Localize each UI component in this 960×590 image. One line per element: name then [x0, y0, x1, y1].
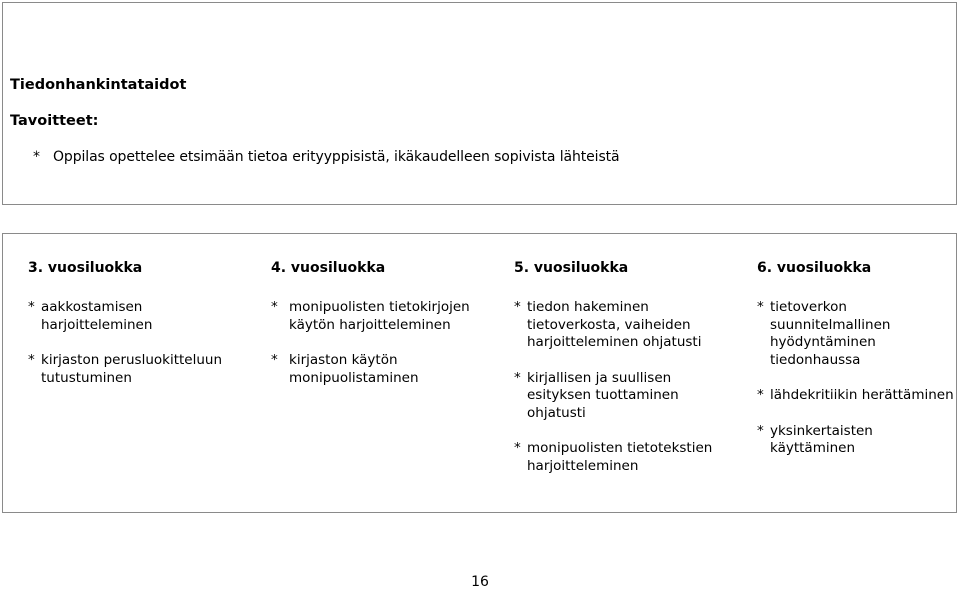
grade-title: 5. vuosiluokka: [514, 260, 629, 276]
grade-item: [28, 352, 253, 387]
grade-column-5: [514, 260, 739, 493]
bullet-star: *: [514, 440, 521, 456]
grade-item: [757, 423, 960, 458]
grade-item: [271, 299, 496, 334]
goal-item: [33, 149, 620, 165]
grade-column-6: [757, 260, 960, 476]
grade-item-text: tietoverkon suunnitelmallinen hyödyntäminen tiedonhaussa: [770, 299, 891, 368]
grade-column-4: [271, 260, 496, 405]
goals-subtitle: Tavoitteet:: [10, 113, 99, 129]
grade-item: [757, 299, 960, 369]
bullet-star: *: [271, 299, 278, 315]
grade-item-text: monipuolisten tietotekstien harjoitteleminen: [527, 440, 713, 474]
grade-item: [514, 370, 739, 423]
bullet-star: *: [271, 352, 278, 368]
section-title: Tiedonhankintataidot: [10, 77, 187, 93]
bullet-star: *: [33, 149, 40, 165]
grade-item-text: kirjallisen ja suullisen esityksen tuottaminen ohjatusti: [527, 369, 679, 421]
bullet-star: *: [757, 299, 764, 315]
goals-section: [2, 2, 957, 205]
grade-item-text: yksinkertaisten käyttäminen: [770, 422, 873, 456]
grade-column-3: [28, 260, 253, 405]
bullet-star: *: [28, 352, 35, 368]
page-number: 16: [471, 574, 489, 590]
bullet-star: *: [757, 422, 764, 439]
grade-title: 6. vuosiluokka: [757, 260, 872, 276]
bullet-star: *: [514, 299, 521, 315]
grade-item: [757, 387, 960, 405]
bullet-star: *: [514, 369, 521, 386]
grade-item-text: tiedon hakeminen tietoverkosta, vaiheiden harjoitteleminen ohjatusti: [527, 299, 702, 350]
grade-item-text: aakkostamisen harjoitteleminen: [41, 299, 153, 333]
grade-item-text: kirjaston käytön monipuolistaminen: [289, 352, 419, 386]
grade-item: [271, 352, 496, 387]
goal-text: Oppilas opettelee etsimään tietoa erityyppisistä, ikäkaudelleen sopivista lähteistä: [53, 149, 620, 165]
grade-title: 3. vuosiluokka: [28, 260, 143, 276]
grade-item-text: monipuolisten tietokirjojen käytön harjoitteleminen: [289, 299, 470, 333]
grade-item: [514, 440, 739, 475]
bullet-star: *: [28, 299, 35, 315]
grade-item-text: kirjaston perusluokitteluun tutustuminen: [41, 352, 223, 386]
grade-item: [28, 299, 253, 334]
grade-levels-table: [2, 233, 957, 513]
grade-item-text: lähdekritiikin herättäminen: [770, 387, 954, 403]
grade-title: 4. vuosiluokka: [271, 260, 386, 276]
grade-item: [514, 299, 739, 352]
bullet-star: *: [757, 387, 764, 403]
